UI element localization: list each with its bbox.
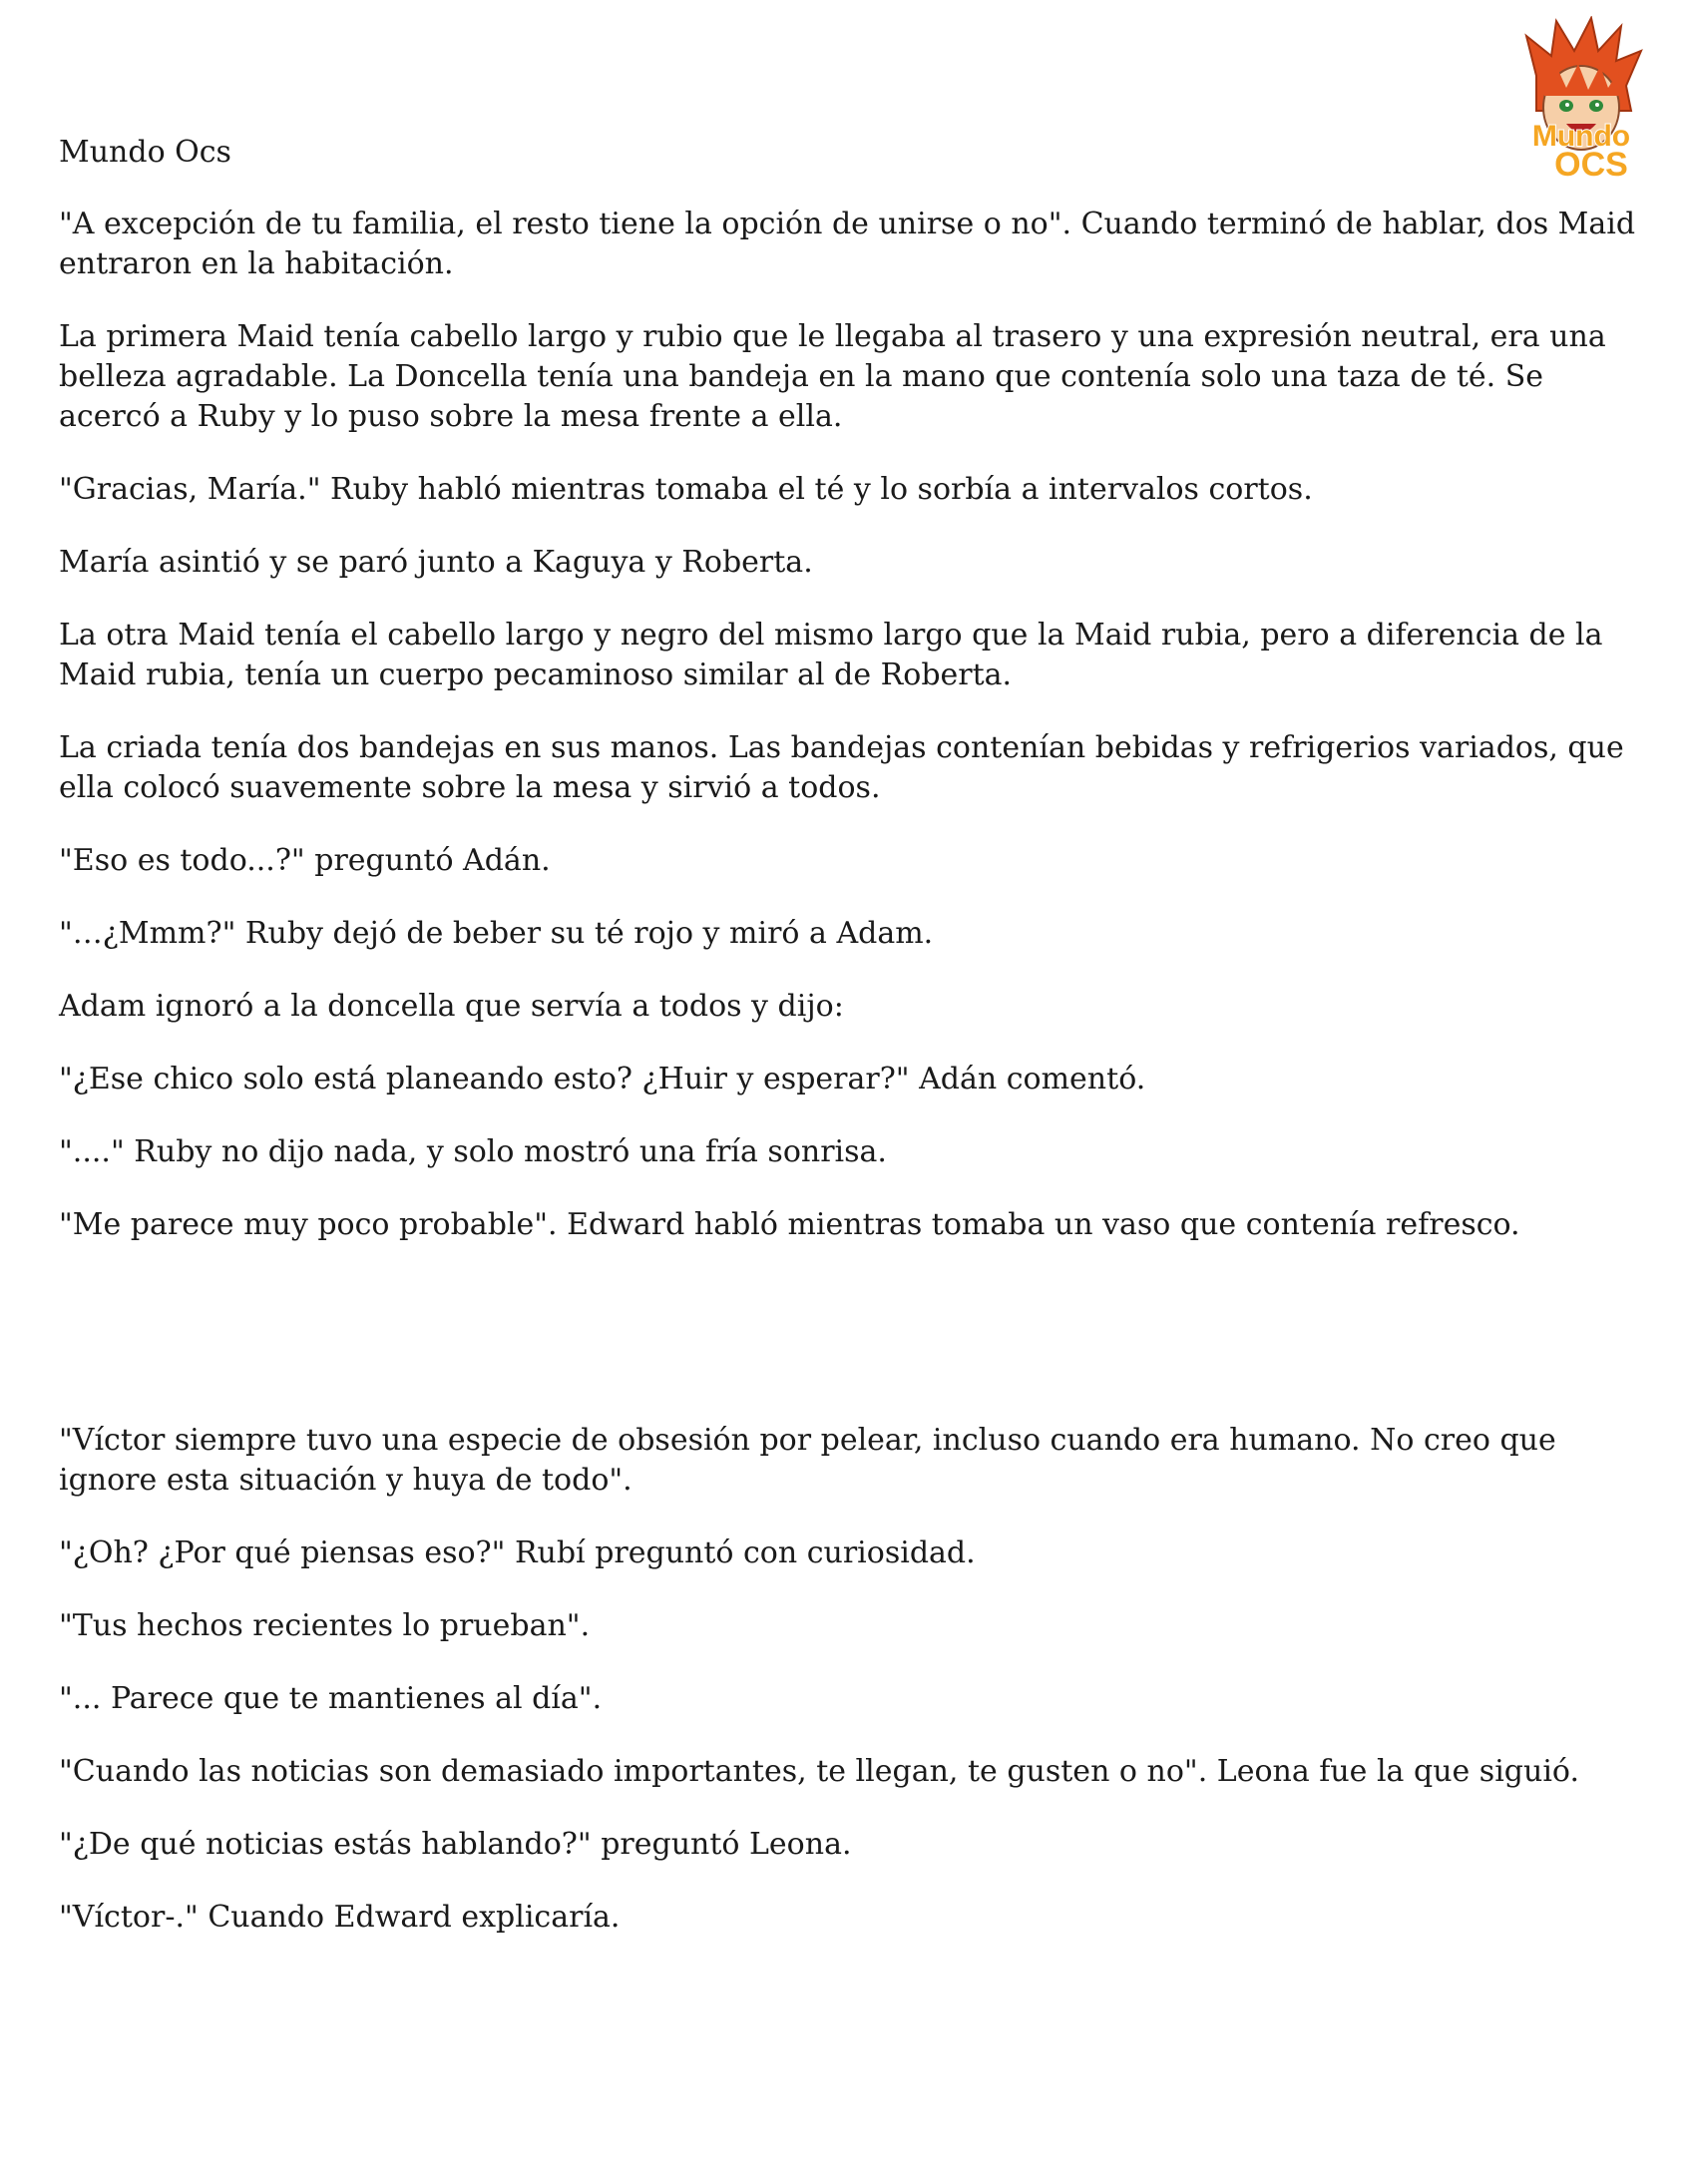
- paragraph: "A excepción de tu familia, el resto tiene la opción de unirse o no". Cuando terminó de hablar, dos Maid entraron en la habitación.: [59, 207, 1636, 281]
- paragraph: "Víctor siempre tuvo una especie de obsesión por pelear, incluso cuando era humano. No creo que ignore esta situación y huya de todo".: [59, 1423, 1556, 1498]
- paragraph: "…¿Mmm?" Ruby dejó de beber su té rojo y miró a Adam.: [59, 916, 934, 951]
- logo-text-bottom: OCS: [1554, 146, 1628, 184]
- text-section-1: [59, 205, 1645, 1278]
- paragraph: "¿Ese chico solo está planeando esto? ¿Huir y esperar?" Adán comentó.: [59, 1062, 1146, 1096]
- page-title: Mundo Ocs: [59, 135, 231, 170]
- paragraph: "¿De qué noticias estás hablando?" preguntó Leona.: [59, 1827, 852, 1862]
- paragraph: La criada tenía dos bandejas en sus manos. Las bandejas contenían bebidas y refrigerios variados, que ella colocó suavemente sobre la mesa y sirvió a todos.: [59, 730, 1624, 805]
- paragraph: Adam ignoró a la doncella que servía a todos y dijo:: [59, 989, 844, 1024]
- paragraph: "Me parece muy poco probable". Edward habló mientras tomaba un vaso que contenía refresco.: [59, 1207, 1520, 1242]
- paragraph: "Tus hechos recientes lo prueban".: [59, 1608, 591, 1643]
- paragraph: "Gracias, María." Ruby habló mientras tomaba el té y lo sorbía a intervalos cortos.: [59, 472, 1313, 507]
- paragraph: La otra Maid tenía el cabello largo y negro del mismo largo que la Maid rubia, pero a diferencia de la Maid rubia, tenía un cuerpo pecaminoso similar al de Roberta.: [59, 618, 1603, 692]
- paragraph: "Cuando las noticias son demasiado importantes, te llegan, te gusten o no". Leona fue la que siguió.: [59, 1754, 1579, 1789]
- paragraph: "... Parece que te mantienes al día".: [59, 1681, 603, 1716]
- anime-character-logo-icon: [1496, 16, 1666, 186]
- text-section-2: [59, 1421, 1645, 1970]
- paragraph: "Eso es todo...?" preguntó Adán.: [59, 843, 551, 878]
- paragraph: "Víctor-." Cuando Edward explicaría.: [59, 1900, 621, 1935]
- logo-text-top: Mundo: [1531, 120, 1631, 153]
- paragraph: "...." Ruby no dijo nada, y solo mostró una fría sonrisa.: [59, 1134, 887, 1169]
- paragraph: María asintió y se paró junto a Kaguya y Roberta.: [59, 545, 813, 580]
- paragraph: La primera Maid tenía cabello largo y rubio que le llegaba al trasero y una expresión neutral, era una belleza agradable. La Doncella tenía una bandeja en la mano que contenía solo una taza de té. Se acercó a Ruby y lo puso sobre la mesa frente a ella.: [59, 319, 1606, 434]
- paragraph: "¿Oh? ¿Por qué piensas eso?" Rubí preguntó con curiosidad.: [59, 1535, 976, 1570]
